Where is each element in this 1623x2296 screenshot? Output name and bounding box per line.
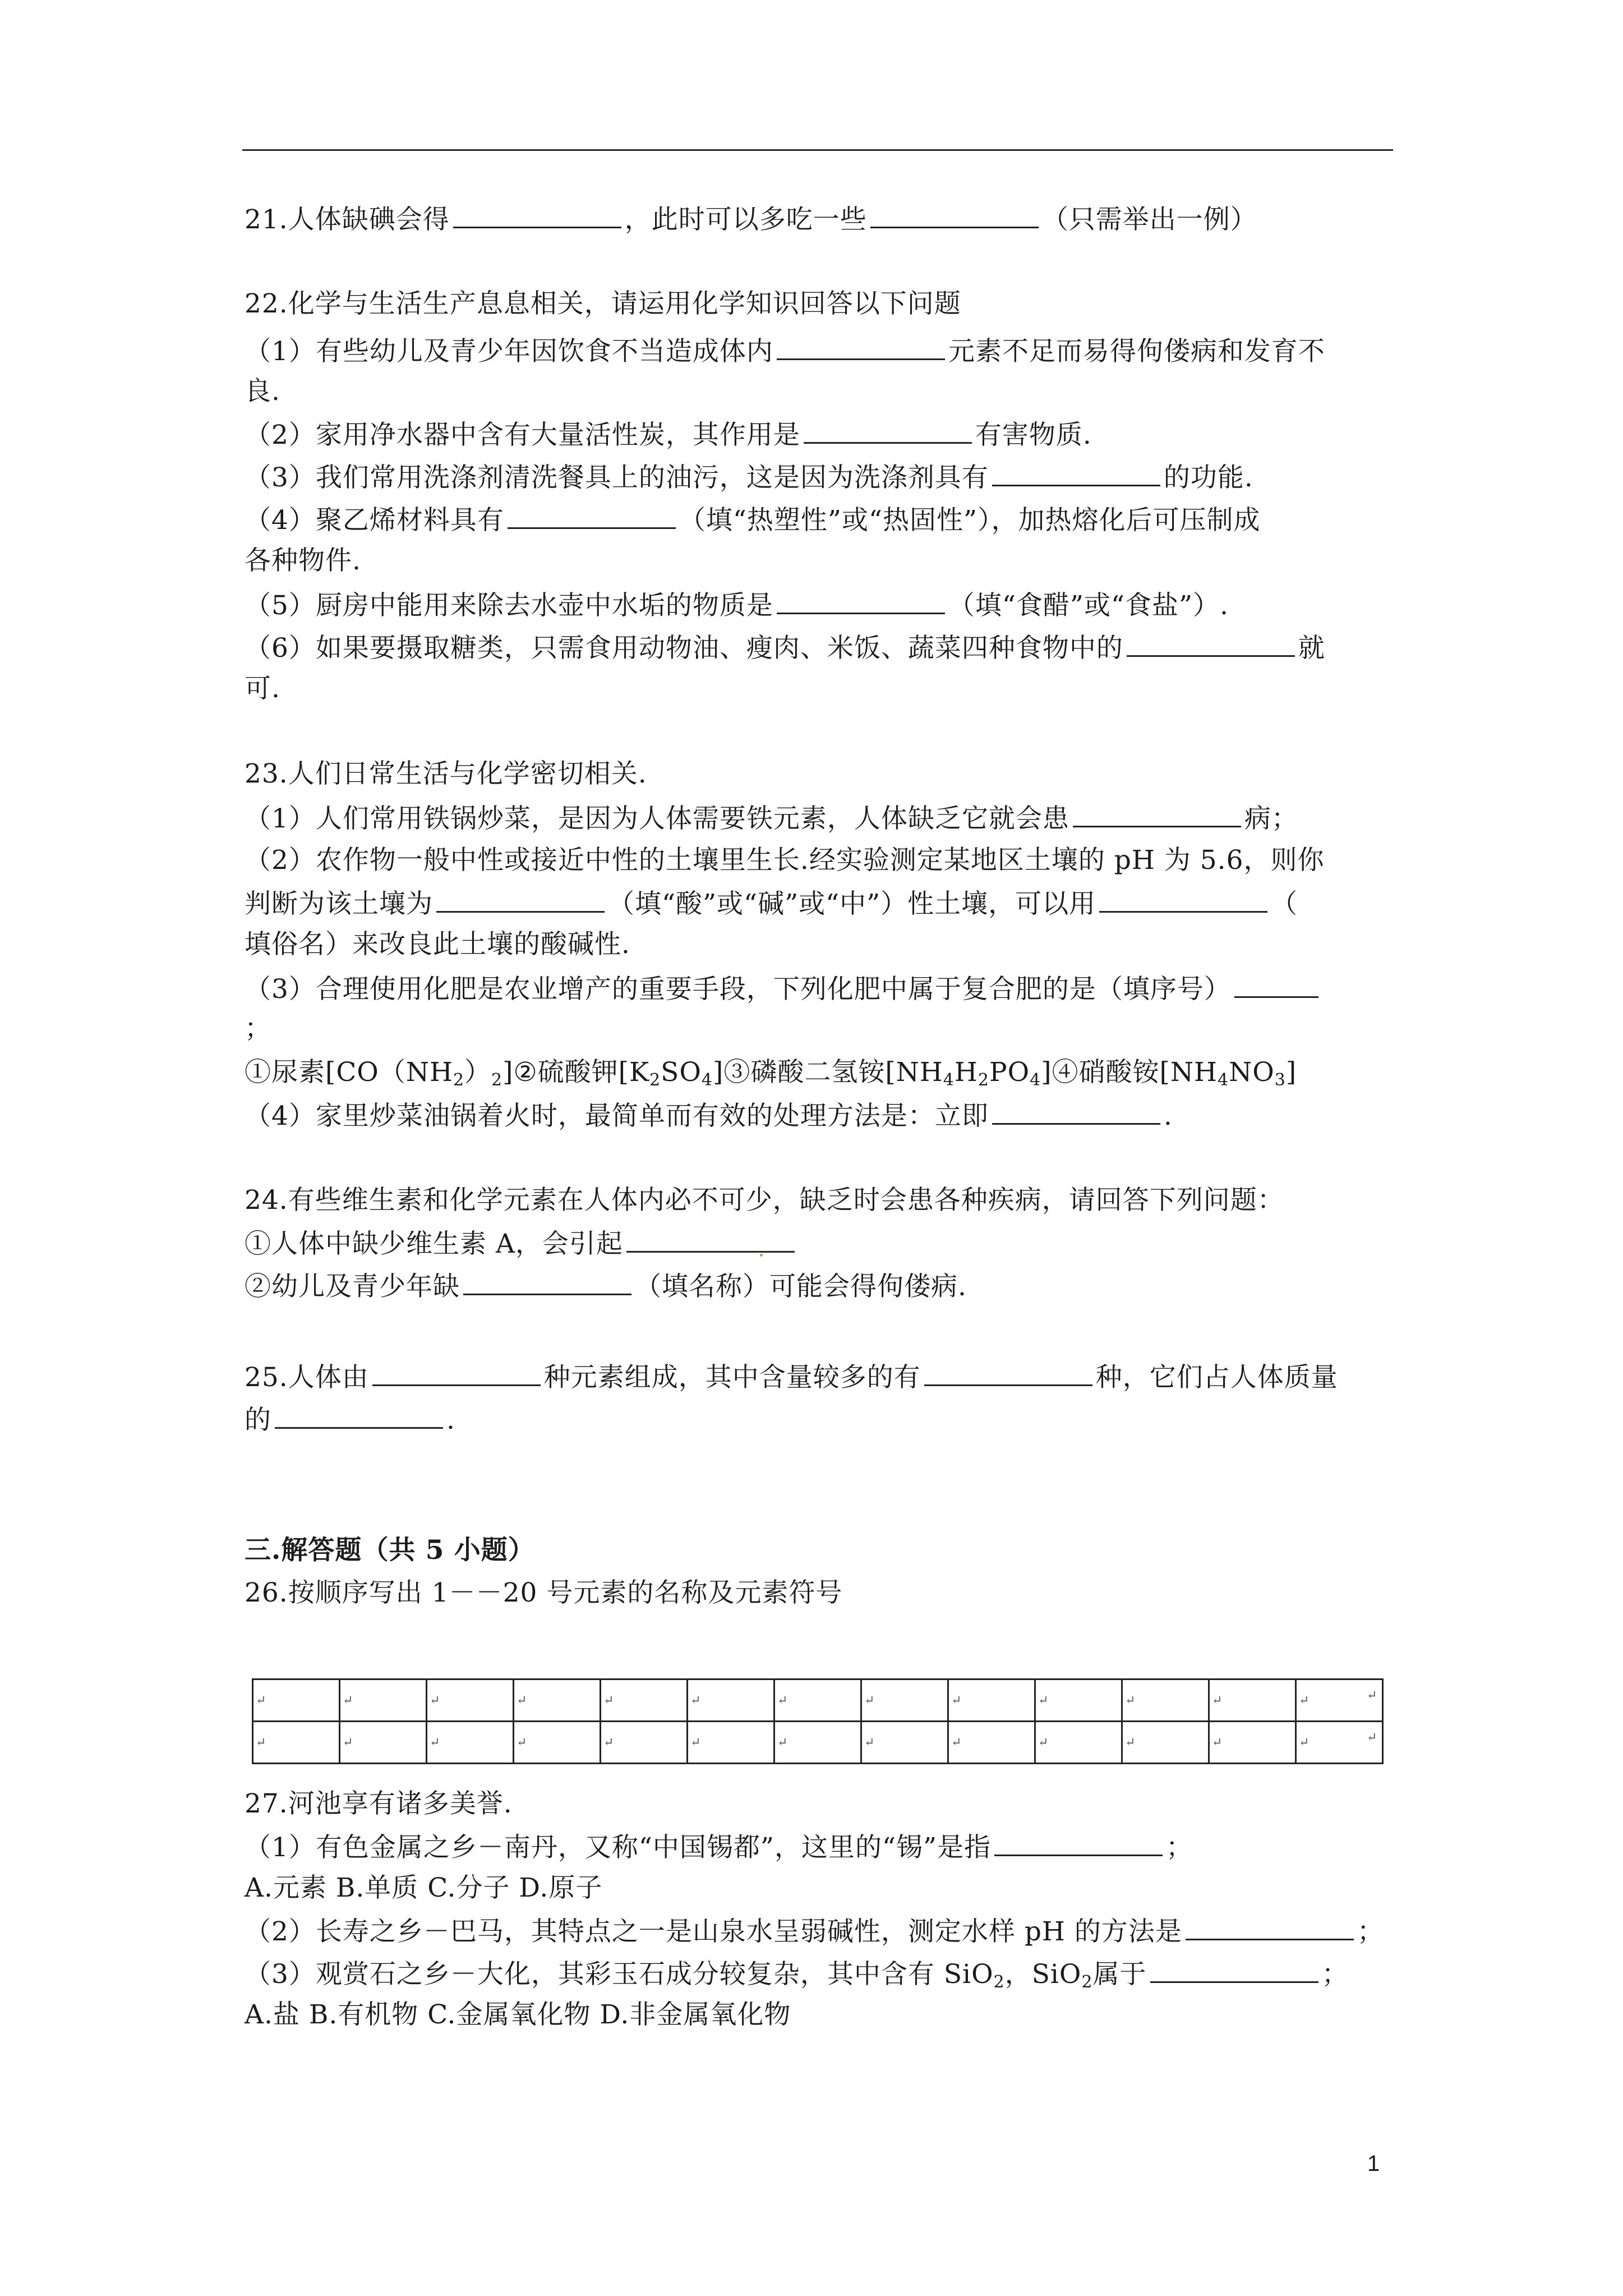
q23-part-4	[245, 1098, 1173, 1133]
return-mark: ↵	[1038, 1693, 1049, 1708]
q23-opt4-sub: 4	[1218, 1070, 1229, 1090]
q23-opt4: ]④硝酸铵[NH	[1041, 1057, 1218, 1088]
q27-p3-blank	[1150, 1957, 1318, 1983]
q27-p1-text-b: ；	[1166, 1832, 1193, 1863]
q23-p4-text-a: （4）家里炒菜油锅着火时，最简单而有效的处理方法是：立即	[245, 1101, 989, 1131]
table-cell[interactable]	[253, 1680, 340, 1722]
q22-p5-text-b: （填“食醋”或“食盐”）.	[948, 590, 1229, 621]
return-mark: ↵	[517, 1693, 527, 1708]
q24-part-1	[245, 1226, 798, 1261]
q22-p2-blank	[804, 417, 972, 444]
q27-p3-sub2: 2	[1081, 1972, 1093, 1992]
return-mark: ↵	[343, 1693, 353, 1708]
table-cell[interactable]	[861, 1680, 948, 1722]
return-mark: ↵	[777, 1735, 788, 1750]
q25-text-d: 的	[245, 1405, 271, 1435]
table-cell[interactable]	[340, 1722, 427, 1764]
q23-p2-text-b: 判断为该土壤为	[245, 889, 433, 919]
q23-opt3-po: PO	[989, 1057, 1030, 1088]
q24-p1-blank	[626, 1226, 795, 1253]
q23-opt1-sub2: 2	[491, 1070, 503, 1090]
q23-opt4-sub2: 3	[1274, 1070, 1286, 1090]
return-mark: ↵	[951, 1693, 962, 1708]
question-24-title: 24.有些维生素和化学元素在人体内必不可少，缺乏时会患各种疾病，请回答下列问题：	[245, 1185, 1284, 1216]
return-mark: ↵	[430, 1693, 440, 1708]
table-cell[interactable]	[427, 1680, 514, 1722]
return-mark: ↵	[517, 1735, 527, 1750]
q24-part-2	[245, 1269, 967, 1304]
return-mark: ↵	[603, 1693, 614, 1708]
return-mark: ↵	[690, 1735, 701, 1750]
q22-p4-text-a: （4）聚乙烯材料具有	[245, 505, 504, 536]
q23-p3-blank	[1234, 972, 1318, 998]
table-cell[interactable]	[774, 1722, 861, 1764]
q22-part-6	[245, 631, 1325, 665]
q25-text-a: 25.人体由	[245, 1362, 369, 1393]
q23-p2-blank-1	[436, 886, 605, 913]
q24-p2-blank	[463, 1269, 631, 1295]
q22-p4-text-b: （填“热塑性”或“热固性”），加热熔化后可压制成	[679, 505, 1261, 536]
q22-p4-blank	[508, 503, 676, 529]
q23-p1-text-a: （1）人们常用铁锅炒菜，是因为人体需要铁元素，人体缺乏它就会患	[245, 803, 1069, 834]
q22-p3-text-b: 的功能.	[1163, 462, 1253, 493]
q25-text-b: 种元素组成，其中含量较多的有	[543, 1362, 921, 1393]
q22-p1-text-a: （1）有些幼儿及青少年因饮食不当造成体内	[245, 336, 773, 367]
return-mark: ↵	[1125, 1693, 1136, 1708]
q21-blank-1	[453, 202, 621, 228]
q22-p3-text-a: （3）我们常用洗涤剂清洗餐具上的油污，这是因为洗涤剂具有	[245, 462, 989, 493]
q22-p2-text-a: （2）家用净水器中含有大量活性炭，其作用是	[245, 420, 800, 450]
question-22-title: 22.化学与生活生产息息相关，请运用化学知识回答以下问题	[245, 288, 961, 319]
q23-opt4-no: NO	[1229, 1057, 1275, 1088]
return-mark: ↵	[256, 1735, 266, 1750]
q27-part-2	[245, 1914, 1384, 1949]
question-26-title: 26.按顺序写出 1－－20 号元素的名称及元素符号	[245, 1577, 843, 1608]
q25-text-e: .	[446, 1405, 455, 1435]
q23-opt3: ]③磷酸二氢铵[NH	[712, 1057, 943, 1088]
q23-p2-text-c: （填“酸”或“碱”或“中”）性土壤，可以用	[608, 889, 1096, 919]
q24-p2-text-b: （填名称）可能会得佝偻病.	[635, 1271, 967, 1302]
q23-opt2-sub: 2	[649, 1070, 661, 1090]
element-table	[252, 1678, 1384, 1764]
q22-p5-text-a: （5）厨房中能用来除去水壶中水垢的物质是	[245, 590, 773, 621]
q22-part-4	[245, 503, 1261, 537]
return-mark: ↵	[951, 1735, 962, 1750]
q23-p4-text-b: .	[1163, 1101, 1173, 1131]
row-end-mark-1: ↵	[1367, 1688, 1377, 1703]
q27-p1-text-a: （1）有色金属之乡－南丹，又称“中国锡都”，这里的“锡”是指	[245, 1832, 992, 1863]
return-mark: ↵	[777, 1693, 788, 1708]
q23-part-3	[245, 972, 1322, 1006]
q27-p3-text-d: ；	[1321, 1959, 1349, 1990]
q23-opt1-sub: 2	[453, 1070, 465, 1090]
q22-part-1-cont: 良.	[245, 376, 280, 407]
question-25-cont	[245, 1402, 455, 1437]
q21-text-b: ，此时可以多吃一些	[624, 204, 867, 235]
q22-part-3	[245, 460, 1253, 495]
table-cell[interactable]	[1035, 1722, 1122, 1764]
table-cell[interactable]	[948, 1722, 1035, 1764]
return-mark: ↵	[430, 1735, 440, 1750]
q22-p2-text-b: 有害物质.	[975, 420, 1092, 450]
q23-options	[245, 1056, 1297, 1097]
return-mark: ↵	[690, 1693, 701, 1708]
question-27-title: 27.河池享有诸多美誉.	[245, 1788, 513, 1819]
q25-blank-2	[924, 1360, 1092, 1386]
return-mark: ↵	[1212, 1693, 1223, 1708]
q22-p6-text-a: （6）如果要摄取糖类，只需食用动物油、瘦肉、米饭、蔬菜四种食物中的	[245, 633, 1123, 664]
q27-part-3	[245, 1957, 1349, 1999]
return-mark: ↵	[864, 1735, 875, 1750]
q27-p2-text-a: （2）长寿之乡－巴马，其特点之一是山泉水呈弱碱性，测定水样 pH 的方法是	[245, 1916, 1182, 1947]
table-cell[interactable]	[1209, 1722, 1296, 1764]
q27-part-3-options: A.盐 B.有机物 C.金属氧化物 D.非金属氧化物	[245, 1999, 791, 2030]
q25-blank-1	[372, 1360, 541, 1386]
q27-p1-blank	[994, 1830, 1163, 1856]
q23-p4-blank	[992, 1098, 1160, 1125]
q23-p3-text-a: （3）合理使用化肥是农业增产的重要手段，下列化肥中属于复合肥的是（填序号）	[245, 974, 1231, 1005]
q24-p2-text-a: ②幼儿及青少年缺	[245, 1271, 460, 1302]
return-mark: ↵	[864, 1693, 875, 1708]
table-cell[interactable]	[1209, 1680, 1296, 1722]
return-mark: ↵	[256, 1693, 266, 1708]
q25-blank-3	[275, 1402, 443, 1429]
q23-opt3-sub2: 2	[978, 1070, 989, 1090]
q22-p6-text-b: 就	[1298, 633, 1325, 664]
q27-p3-text-a: （3）观赏石之乡－大化，其彩玉石成分较复杂，其中含有 SiO	[245, 1959, 994, 1990]
q23-part-1	[245, 801, 1298, 836]
table-cell[interactable]	[514, 1722, 601, 1764]
return-mark: ↵	[1125, 1735, 1136, 1750]
q21-blank-2	[870, 202, 1039, 228]
q21-text-c: （只需举出一例）	[1041, 204, 1257, 235]
q23-opt4-end: ]	[1285, 1057, 1297, 1088]
table-row	[253, 1722, 1383, 1764]
q22-p6-blank	[1127, 631, 1295, 657]
q27-p3-text-c: 属于	[1092, 1959, 1147, 1990]
table-cell[interactable]	[601, 1722, 688, 1764]
q27-part-1-options: A.元素 B.单质 C.分子 D.原子	[245, 1872, 603, 1903]
q23-p2-text-d: （	[1271, 889, 1298, 919]
table-cell[interactable]	[861, 1722, 948, 1764]
q23-part-2-cont	[245, 886, 1298, 921]
table-row	[253, 1680, 1383, 1722]
table-cell[interactable]	[601, 1680, 688, 1722]
q23-opt2-sub2: 4	[701, 1070, 713, 1090]
table-cell[interactable]	[1122, 1722, 1209, 1764]
question-23-title: 23.人们日常生活与化学密切相关.	[245, 758, 647, 789]
header-rule	[242, 149, 1393, 151]
q23-p2-blank-2	[1099, 886, 1267, 913]
q22-part-6-cont: 可.	[245, 673, 280, 704]
q24-p1-text: ①人体中缺少维生素 A，会引起	[245, 1228, 623, 1259]
q23-opt1: ①尿素[CO（NH	[245, 1057, 453, 1088]
q22-part-2	[245, 417, 1092, 452]
q23-opt2-mid: SO	[661, 1057, 702, 1088]
table-cell[interactable]	[1035, 1680, 1122, 1722]
q22-part-1	[245, 334, 1325, 369]
q25-text-c: 种，它们占人体质量	[1095, 1362, 1338, 1393]
q21-text-a: 21.人体缺碘会得	[245, 204, 450, 235]
table-cell[interactable]	[1122, 1680, 1209, 1722]
q22-part-5	[245, 588, 1229, 623]
question-25	[245, 1360, 1338, 1395]
table-cell[interactable]	[514, 1680, 601, 1722]
q23-part-3-cont: ；	[245, 1013, 271, 1044]
table-cell[interactable]	[253, 1722, 340, 1764]
return-mark: ↵	[1212, 1735, 1223, 1750]
q27-p3-text-b: ，SiO	[1004, 1959, 1082, 1990]
q23-opt3-h: H	[954, 1057, 978, 1088]
q27-part-1	[245, 1830, 1193, 1865]
q22-part-4-cont: 各种物件.	[245, 545, 361, 576]
q22-p5-blank	[777, 588, 945, 614]
q22-p1-blank	[777, 334, 945, 360]
table-cell[interactable]	[688, 1680, 774, 1722]
q23-part-2-cont2: 填俗名）来改良此土壤的酸碱性.	[245, 929, 630, 960]
q23-p1-text-b: 病；	[1244, 803, 1298, 834]
return-mark: ↵	[1299, 1693, 1310, 1708]
table-cell[interactable]	[948, 1680, 1035, 1722]
section-3-heading: 三.解答题（共 5 小题）	[245, 1535, 535, 1566]
table-cell[interactable]	[340, 1680, 427, 1722]
q27-p3-sub: 2	[993, 1972, 1005, 1992]
q23-opt3-sub3: 4	[1030, 1070, 1041, 1090]
page-number: 1	[1367, 2151, 1380, 2176]
row-end-mark-2: ↵	[1367, 1731, 1377, 1745]
return-mark: ↵	[343, 1735, 353, 1750]
stray-mark	[760, 1254, 763, 1257]
q27-p2-text-b: ；	[1357, 1916, 1384, 1947]
q23-p1-blank	[1073, 801, 1241, 827]
q23-opt2: ]②硫酸钾[K	[502, 1057, 650, 1088]
q23-opt3-sub: 4	[943, 1070, 955, 1090]
q22-p3-blank	[992, 460, 1160, 486]
q22-p1-text-b: 元素不足而易得佝偻病和发育不	[948, 336, 1325, 367]
question-21	[245, 202, 1257, 237]
return-mark: ↵	[1038, 1735, 1049, 1750]
table-cell[interactable]	[427, 1722, 514, 1764]
table-cell[interactable]	[774, 1680, 861, 1722]
q23-part-2: （2）农作物一般中性或接近中性的土壤里生长.经实验测定某地区土壤的 pH 为 5.6，则你	[245, 845, 1325, 876]
q23-opt1-end: ）	[464, 1057, 492, 1088]
return-mark: ↵	[603, 1735, 614, 1750]
return-mark: ↵	[1299, 1735, 1310, 1750]
table-cell[interactable]	[688, 1722, 774, 1764]
q27-p2-blank	[1186, 1914, 1354, 1940]
